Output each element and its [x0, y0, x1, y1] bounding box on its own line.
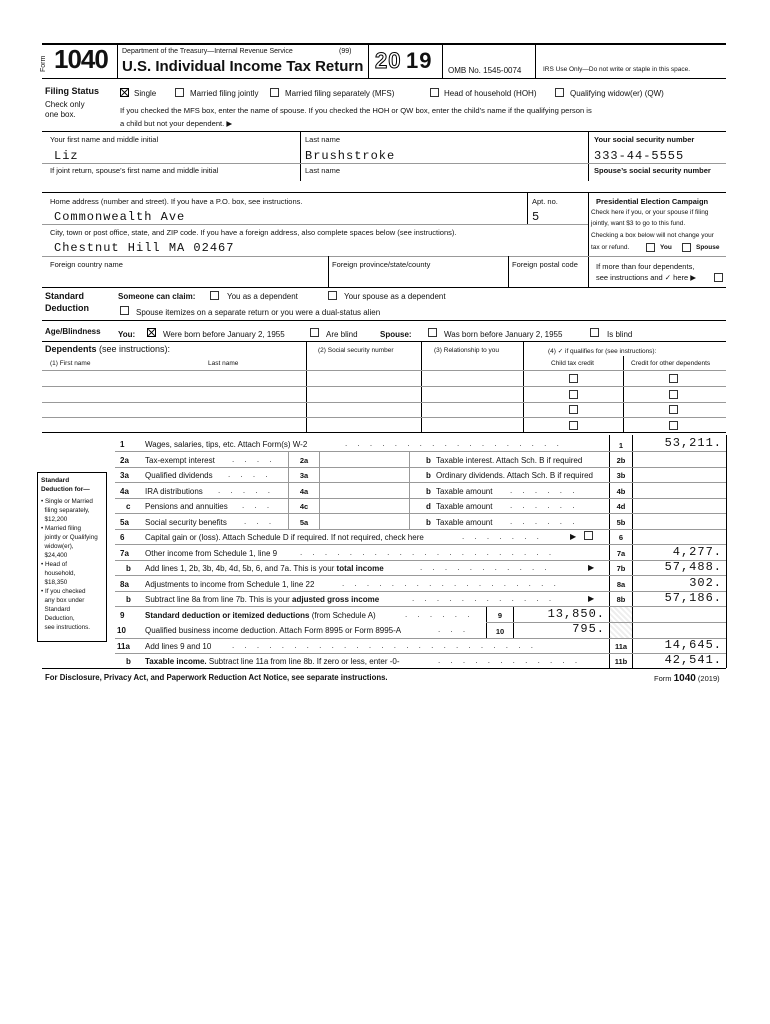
pec-spouse-checkbox[interactable] [682, 243, 691, 252]
sidebar-item: any box under [41, 597, 85, 604]
line-5a-box: 5a [299, 518, 309, 527]
sidebar-items [41, 497, 98, 632]
line-11b-text: Taxable income. Subtract line 11a from line 8b. If zero or less, enter -0- [145, 657, 400, 666]
single-label: Single [134, 89, 157, 98]
pec-line-4: tax or refund. [591, 244, 630, 251]
line-8a-amount[interactable]: 302. [689, 576, 722, 590]
sidebar-item: $24,400 [41, 552, 68, 559]
dep1-ctc-checkbox[interactable] [569, 374, 578, 383]
line-4c-num: c [126, 502, 131, 511]
line-11a-box: 11a [614, 642, 628, 651]
qw-label: Qualifying widow(er) (QW) [570, 89, 664, 98]
omb-number: OMB No. 1545-0074 [448, 66, 522, 75]
line-8a-box: 8a [616, 580, 626, 589]
line-7b-arrow: ▶ [588, 563, 595, 572]
foreign-country-label: Foreign country name [50, 260, 123, 269]
pec-line-3: Checking a box below will not change your [591, 232, 714, 239]
line-1-num: 1 [120, 440, 125, 449]
line-6-box: 6 [618, 533, 624, 542]
spouse-dependent-checkbox[interactable] [328, 291, 337, 300]
dep4-odc-checkbox[interactable] [669, 421, 678, 430]
line-10-num: 10 [117, 626, 126, 635]
line-1-text: Wages, salaries, tips, etc. Attach Form(s) W-2 [145, 440, 308, 449]
line-11b-box: 11b [614, 657, 628, 666]
spouse-blind-checkbox[interactable] [590, 328, 599, 337]
line-4b-text: Taxable amount [436, 487, 493, 496]
line-6-num: 6 [120, 533, 125, 542]
line-4b-box: 4b [616, 487, 626, 496]
city-field[interactable]: Chestnut Hill MA 02467 [54, 241, 235, 255]
sidebar-item: filing separately, [41, 507, 90, 514]
ssn-label: Your social security number [594, 135, 695, 144]
line-8a-num: 8a [120, 580, 129, 589]
mfs-checkbox[interactable] [270, 88, 279, 97]
foreign-postal-label: Foreign postal code [512, 260, 578, 269]
line-11b-num: b [126, 657, 131, 666]
pec-you-checkbox[interactable] [646, 243, 655, 252]
line-2a-num: 2a [120, 456, 129, 465]
dep4-ctc-checkbox[interactable] [569, 421, 578, 430]
you-dependent-checkbox[interactable] [210, 291, 219, 300]
line-7b-num: b [126, 564, 131, 573]
line-7b-text: Add lines 1, 2b, 3b, 4b, 4d, 5b, 6, and 7a. This is your total income [145, 564, 384, 573]
line-10-amount[interactable]: 795. [572, 622, 605, 636]
pec-line-1: Check here if you, or your spouse if filing [591, 209, 709, 216]
line-9-num: 9 [120, 611, 125, 620]
mfs-label: Married filing separately (MFS) [285, 89, 395, 98]
year-outline: 20 [375, 48, 402, 73]
you-born-checkbox[interactable] [147, 328, 156, 337]
ssn-field[interactable]: 333-44-5555 [594, 149, 685, 163]
dept-label: Department of the Treasury—Internal Revenue Service [122, 48, 293, 55]
year-bold: 19 [406, 48, 433, 73]
mfj-label: Married filing jointly [190, 89, 259, 98]
irs-use-only: IRS Use Only—Do not write or staple in this space. [543, 66, 691, 73]
spouse-dependent-label: Your spouse as a dependent [344, 292, 446, 301]
line-11a-num: 11a [117, 642, 130, 651]
line-2b-text: Taxable interest. Attach Sch. B if required [436, 456, 583, 465]
line-8b-num: b [126, 595, 131, 604]
line-4b-num: b [426, 487, 431, 496]
pec-you-label: You [660, 244, 672, 251]
line-5b-box: 5b [616, 518, 626, 527]
line-4a-text: IRA distributions [145, 487, 203, 496]
city-label: City, town or post office, state, and ZIP code. If you have a foreign address, also complete spaces below (see instructions). [50, 228, 457, 237]
first-name-label: Your first name and middle initial [50, 135, 159, 144]
dep-col-relationship: (3) Relationship to you [434, 347, 500, 354]
dependents-title: Dependents (see instructions): [45, 344, 171, 354]
line-4d-num: d [426, 502, 431, 511]
filing-note-1: If you checked the MFS box, enter the name of spouse. If you checked the HOH or QW box, enter the child’s name if the qualifying person is [120, 106, 592, 115]
line-3a-box: 3a [299, 471, 309, 480]
code-99: (99) [339, 48, 352, 55]
dep-col-odc: Credit for other dependents [631, 360, 711, 367]
sidebar-item: $18,350 [41, 579, 68, 586]
home-address-label: Home address (number and street). If you have a P.O. box, see instructions. [50, 197, 303, 206]
sidebar-item: • Single or Married [41, 498, 93, 505]
spouse-born-label: Was born before January 2, 1955 [444, 330, 563, 339]
hoh-label: Head of household (HOH) [444, 89, 537, 98]
line-8b-box: 8b [616, 595, 626, 604]
footer-form-id: Form 1040 (2019) [654, 673, 720, 684]
line-6-arrow: ▶ [570, 532, 577, 541]
line-9-text: Standard deduction or itemized deductions (from Schedule A) [145, 611, 376, 620]
sidebar-item: $12,200 [41, 516, 68, 523]
line-9-amount[interactable]: 13,850. [547, 607, 605, 621]
one-box-label: one box. [45, 110, 76, 119]
line-7a-box: 7a [616, 549, 626, 558]
sidebar-item: widow(er), [41, 543, 74, 550]
spouse-born-checkbox[interactable] [428, 328, 437, 337]
line-4a-box: 4a [299, 487, 309, 496]
line-5a-text: Social security benefits [145, 518, 227, 527]
dep-col-ssn: (2) Social security number [318, 347, 394, 354]
line-7a-amount[interactable]: 4,277. [672, 545, 722, 559]
hoh-checkbox[interactable] [430, 88, 439, 97]
spouse-blind-label: Is blind [607, 330, 633, 339]
dep2-ctc-checkbox[interactable] [569, 390, 578, 399]
line-8b-text: Subtract line 8a from line 7b. This is your adjusted gross income [145, 595, 380, 604]
line-7a-text: Other income from Schedule 1, line 9 [145, 549, 278, 558]
line-6-text: Capital gain or (loss). Attach Schedule D if required. If not required, check here [145, 533, 424, 542]
sidebar-item: • Married filing [41, 525, 81, 532]
last-name-label: Last name [305, 135, 341, 144]
footer-notice: For Disclosure, Privacy Act, and Paperwork Reduction Act Notice, see separate instructions. [45, 673, 388, 682]
foreign-province-label: Foreign province/state/county [332, 260, 431, 269]
line-2a-box: 2a [299, 456, 309, 465]
line-4a-num: 4a [120, 487, 129, 496]
line-8b-arrow: ▶ [588, 594, 595, 603]
more-dependents-1: If more than four dependents, [596, 262, 695, 271]
line-2b-num: b [426, 456, 431, 465]
age-blindness-title: Age/Blindness [45, 327, 101, 336]
sidebar-item: jointly or Qualifying [41, 534, 98, 541]
age-you-label: You: [118, 330, 136, 339]
line-1-box: 1 [618, 441, 624, 450]
line-3b-num: b [426, 471, 431, 480]
dep3-odc-checkbox[interactable] [669, 405, 678, 414]
spouse-itemizes-checkbox[interactable] [120, 306, 129, 315]
line-4c-box: 4c [299, 502, 309, 511]
you-blind-label: Are blind [326, 330, 358, 339]
line-3b-text: Ordinary dividends. Attach Sch. B if required [436, 471, 593, 480]
line-10-text: Qualified business income deduction. Attach Form 8995 or Form 8995-A [145, 626, 402, 635]
line-11b-amount[interactable]: 42,541. [664, 653, 722, 667]
standard-title-1: Standard [45, 291, 85, 301]
dep2-odc-checkbox[interactable] [669, 390, 678, 399]
line-2a-text: Tax-exempt interest [145, 456, 215, 465]
line-1-amount[interactable]: 53,211. [664, 436, 722, 450]
sidebar-item: • If you checked [41, 588, 86, 595]
line-4c-text: Pensions and annuities [145, 502, 228, 511]
line-7a-num: 7a [120, 549, 129, 558]
line-10-box: 10 [495, 627, 505, 636]
sidebar-item: household, [41, 570, 76, 577]
you-born-label: Were born before January 2, 1955 [163, 330, 285, 339]
dep-col-first: (1) First name [50, 360, 91, 367]
form-title: U.S. Individual Income Tax Return [122, 58, 364, 75]
line-5b-num: b [426, 518, 431, 527]
first-name-field[interactable]: Liz [54, 149, 79, 163]
line-4d-box: 4d [616, 502, 626, 511]
more-dependents-2: see instructions and ✓ here ▶ [596, 273, 697, 282]
line-6-checkbox[interactable] [584, 531, 593, 540]
spouse-itemizes-label: Spouse itemizes on a separate return or you were a dual-status alien [136, 308, 381, 317]
last-name-field[interactable]: Brushstroke [305, 149, 396, 163]
line-11a-text: Add lines 9 and 10 [145, 642, 212, 651]
filing-status-title: Filing Status [45, 86, 99, 96]
dep3-ctc-checkbox[interactable] [569, 405, 578, 414]
form-number: 1040 [54, 44, 108, 74]
dep1-odc-checkbox[interactable] [669, 374, 678, 383]
pec-title: Presidential Election Campaign [596, 197, 709, 206]
dep-col-last: Last name [208, 360, 239, 367]
spouse-ssn-label: Spouse’s social security number [594, 166, 711, 175]
sidebar-item: Standard [41, 606, 71, 613]
qw-checkbox[interactable] [555, 88, 564, 97]
someone-can-claim: Someone can claim: [118, 292, 196, 301]
spouse-first-label: If joint return, spouse’s first name and middle initial [50, 166, 219, 175]
sidebar-item: Deduction, [41, 615, 75, 622]
mfj-checkbox[interactable] [175, 88, 184, 97]
line-8b-amount[interactable]: 57,186. [664, 591, 722, 605]
sidebar-title-2: Deduction for— [41, 486, 90, 493]
line-11a-amount[interactable]: 14,645. [664, 638, 722, 652]
home-address-field[interactable]: Commonwealth Ave [54, 210, 186, 224]
you-blind-checkbox[interactable] [310, 328, 319, 337]
line-2b-box: 2b [616, 456, 626, 465]
sidebar-title-1: Standard [41, 477, 70, 484]
pec-spouse-label: Spouse [696, 244, 720, 251]
form-1040-page: Form 1040 Department of the Treasury—Internal Revenue Service (99) U.S. Individual Income Tax Return 20 19 OMB No. 1545-0074 IRS Use Only—Do not write or staple in this space. Filing Status Check only one box. Single Married filing jointly Married filing separately (MFS) Head of household (HOH) Qualifying widow(er) (QW) If you checked the MFS box, enter the name of spouse. If you checked the HOH or QW box, enter the child’s name if the qualifying person is a child but not your dependent. ▶ Your first name and middle initial Liz Last name Brushstroke Your social security number 333-44-5555 If joint return, spouse’s first name and middle initial Last name Spouse’s social security number Home address (number and street). If you have a P.O. box, see instructions. Commonwealth Ave Apt. no. 5 City, town or post office, state, and ZIP code. If you have a foreign address, also complete spaces below (see instructions). Chestnut Hill MA 02467 Foreign country name Foreign province/state/county Foreign postal code Presidential Election Campaign Check here if you, or your spouse if filing jointly, want $3 to go to this fund. Checking a box below will not change your tax or refund. You Spouse If more than four dependents, see instructions and ✓ here ▶ Standard Deduction Someone can claim: You as a dependent Your spouse as a dependent Spouse itemizes on a separate return or you were a dual-status alien Age/Blindness You: Were born before January 2, 1955 Are blind Spouse: Was born before January 2, 1955 Is blind Dependents (see instructions): (1) First name Last name (2) Social security number (3) Relationship to you (4) ✓ if qualifies for (see instructions): Child tax credit Credit for other dependents Standard Deduction for— • Single or Married filing separately, $12,200 • Married filing jointly or Qualifying widow(er), $24,400 • Head of household, $18,350 • If you checked any box under Standard Deduction, see instructions. 1 Wages, salaries, tips, etc. Attach Form(s) W-2 . . . . . . . . . . . . . . . . . . 1 53,211. 2a Tax-exempt interest . . . . 2a b Taxable interest. Attach Sch. B if required 2b 3a Qualified dividends . . . . 3a b Ordinary dividends. Attach Sch. B if required 3b 4a IRA distributions . . . . . 4a b Taxable amount . . . . . . 4b c Pensions and annuities . . . 4c d Taxable amount . . . . . . 4d 5a Social security benefits . . . 5a b Taxable amount . . . . . . 5b 6 Capital gain or (loss). Attach Schedule D if required. If not required, check here . . . . . . . ▶ 6 7a Other income from Schedule 1, line 9 . . . . . . . . . . . . . . . . . . . . . 7a 4,277. b Add lines 1, 2b, 3b, 4b, 4d, 5b, 6, and 7a. This is your total income . . . . . . . . . . . ▶ 7b 57,488. 8a Adjustments to income from Schedule 1, line 22 . . . . . . . . . . . . . . . . . . 8a 302. b Subtract line 8a from line 7b. This is your adjusted gross income . . . . . . . . . . . . ▶ 8b 57,186. 9 Standard deduction or itemized deductions (from Schedule A) . . . . . . 9 13,850. 10 Qualified business income deduction. Attach Form 8995 or Form 8995-A . . . 10 795. 11a Add lines 9 and 10 . . . . . . . . . . . . . . . . . . . . . . . . . 11a 14,645. b Taxable income. Subtract line 11a from line 8b. If zero or less, enter -0- . . . . . . . . . . . . 11b 42,541. For Disclosure, Privacy Act, and Paperwork Reduction Act Notice, see separate instructions. Form 1040 (2019) [0, 0, 770, 1024]
single-checkbox[interactable] [120, 88, 129, 97]
you-dependent-label: You as a dependent [227, 292, 298, 301]
check-only-label: Check only [45, 100, 85, 109]
line-7b-amount[interactable]: 57,488. [664, 560, 722, 574]
sidebar-item: • Head of [41, 561, 68, 568]
line-3a-text: Qualified dividends [145, 471, 213, 480]
line-8a-text: Adjustments to income from Schedule 1, line 22 [145, 580, 315, 589]
apt-field[interactable]: 5 [532, 210, 541, 224]
line-3b-box: 3b [616, 471, 626, 480]
line-5b-text: Taxable amount [436, 518, 493, 527]
age-spouse-label: Spouse: [380, 330, 412, 339]
form-vertical-label: Form [40, 55, 47, 72]
line-3a-num: 3a [120, 471, 129, 480]
dep-col-ctc: Child tax credit [551, 360, 594, 367]
more-dependents-checkbox[interactable] [714, 273, 723, 282]
dep-col-qualifies: (4) ✓ if qualifies for (see instructions): [548, 348, 657, 355]
line-5a-num: 5a [120, 518, 129, 527]
line-9-box: 9 [497, 611, 503, 620]
apt-label: Apt. no. [532, 197, 558, 206]
spouse-last-label: Last name [305, 166, 341, 175]
pec-line-2: jointly, want $3 to go to this fund. [591, 220, 686, 227]
filing-note-2: a child but not your dependent. ▶ [120, 119, 233, 128]
line-4d-text: Taxable amount [436, 502, 493, 511]
line-7b-box: 7b [616, 564, 626, 573]
standard-title-2: Deduction [45, 303, 89, 313]
sidebar-item: see instructions. [41, 624, 90, 631]
